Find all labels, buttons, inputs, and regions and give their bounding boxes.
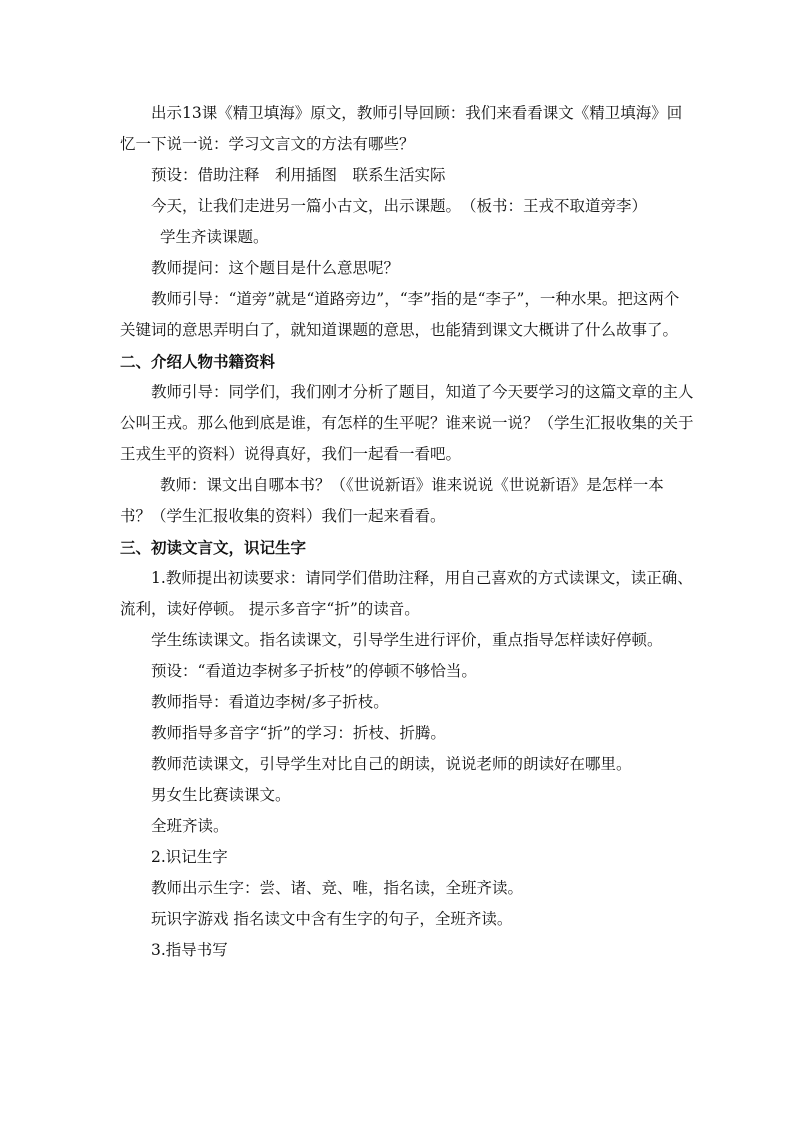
paragraph-preset-pause: 预设：“看道边李树多子折枝”的停顿不够恰当。 — [151, 662, 477, 680]
paragraph-review-intro: 出示13课《精卫填海》原文，教师引导回顾：我们来看看课文《精卫填海》回忆一下说一说：学习文言文的方法有哪些？ — [120, 104, 683, 153]
paragraph-teacher-question: 教师提问：这个题目是什么意思呢？ — [151, 259, 400, 277]
subheading-new-characters: 2.识记生字 — [151, 848, 228, 866]
document-body — [120, 98, 694, 966]
paragraph-polyphonic: 教师指导多音字“折”的学习：折枝、折腾。 — [151, 724, 446, 742]
paragraph-model-reading: 教师范读课文，引导学生对比自己的朗读，说说老师的朗读好在哪里。 — [151, 755, 632, 773]
section-heading-2: 二、介绍人物书籍资料 — [120, 352, 276, 371]
paragraph-new-lesson: 今天，让我们走进另一篇小古文，出示课题。 （板书：王戎不取道旁李） — [151, 197, 648, 215]
paragraph-character-game: 玩识字游戏 指名读文中含有生字的句子，全班齐读。 — [151, 910, 513, 928]
subheading-writing-guide: 3.指导书写 — [151, 941, 228, 959]
paragraph-reading-requirement: 1.教师提出初读要求：请同学们借助注释，用自己喜欢的方式读课文，读正确、流利，读好停顿。 提示多音字“折”的读音。 — [120, 569, 693, 618]
paragraph-book-source: 教师：课文出自哪本书？（《世说新语》谁来说说《世说新语》是怎样一本书？（学生汇报收集的资料）我们一起来看看。 — [120, 476, 664, 525]
paragraph-preset-methods: 预设：借助注释 利用插图 联系生活实际 — [151, 166, 446, 184]
section-heading-3: 三、初读文言文，识记生字 — [120, 538, 307, 557]
paragraph-read-title: 学生齐读课题。 — [160, 228, 269, 246]
paragraph-show-characters: 教师出示生字：尝、诸、竞、唯，指名读，全班齐读。 — [151, 879, 524, 897]
paragraph-character-intro: 教师引导：同学们，我们刚才分析了题目，知道了今天要学习的这篇文章的主人公叫王戎。那么他到底是谁，有怎样的生平呢？谁来说一说？（学生汇报收集的关于王戎生平的资料）说得真好，我们一起看一看吧。 — [120, 383, 694, 463]
paragraph-class-reading: 全班齐读。 — [151, 817, 229, 835]
paragraph-teacher-guide-title: 教师引导：“道旁”就是“道路旁边”，“李”指的是“李子”，一种水果。把这两个关键词的意思弄明白了，就知道课题的意思，也能猜到课文大概讲了什么故事了。 — [120, 290, 680, 339]
paragraph-student-practice: 学生练读课文。指名读课文，引导学生进行评价，重点指导怎样读好停顿。 — [151, 631, 663, 649]
paragraph-boys-girls: 男女生比赛读课文。 — [151, 786, 291, 804]
paragraph-teacher-pause-guide: 教师指导：看道边李树/多子折枝。 — [151, 693, 389, 711]
